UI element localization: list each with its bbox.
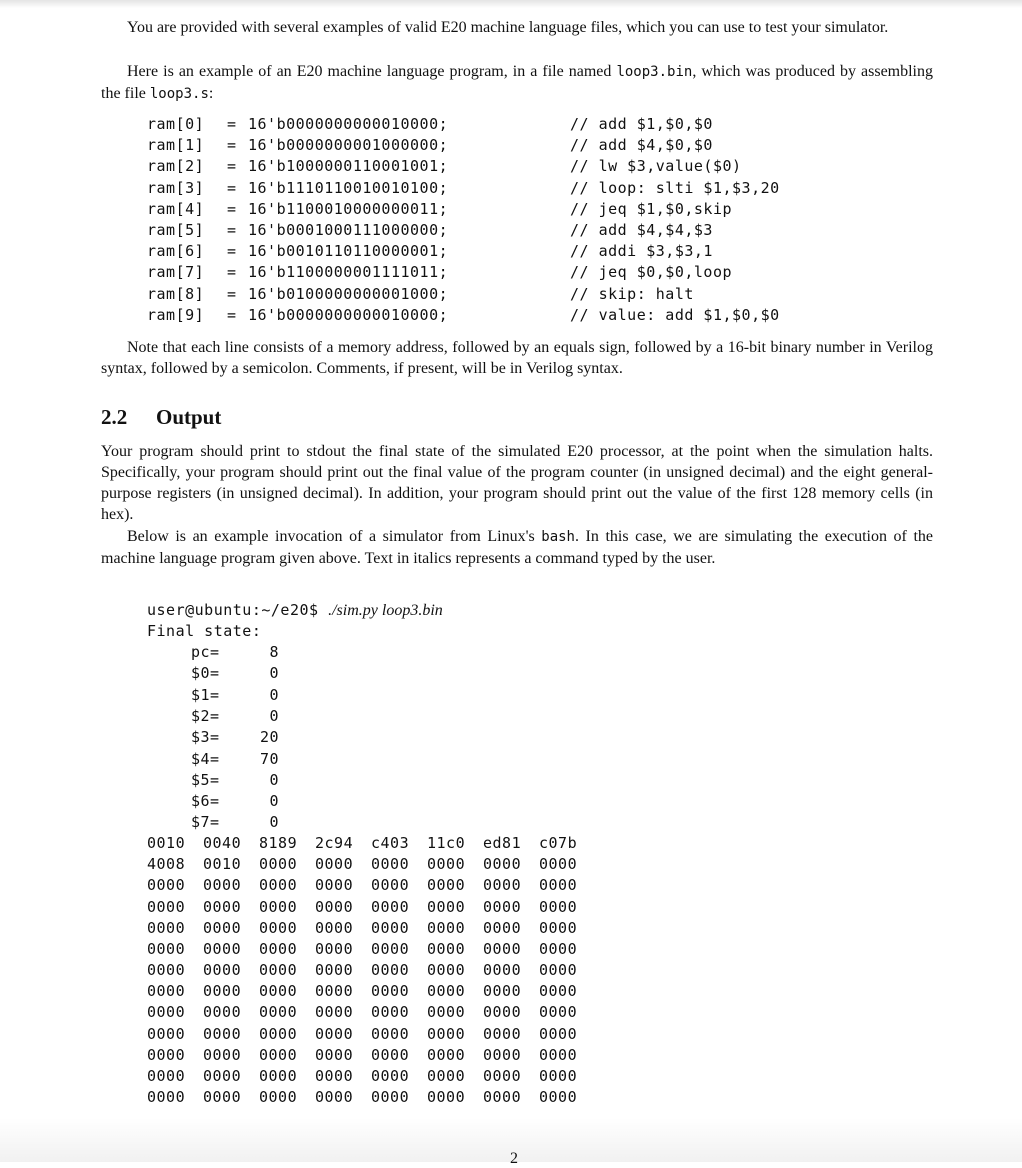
memory-cell: 0000 xyxy=(539,876,578,895)
memory-cell: 8189 xyxy=(259,834,298,852)
binary-value: 16'b0010110110000001; xyxy=(248,242,449,261)
ram-address: ram[2] xyxy=(147,157,205,176)
ram-address: ram[6] xyxy=(147,242,205,261)
binary-value: 16'b1110110010010100; xyxy=(248,178,449,197)
memory-cell: 0000 xyxy=(147,918,186,937)
memory-cell: 0000 xyxy=(427,1066,466,1085)
memory-cell: 0000 xyxy=(539,1045,578,1064)
register-name: $7= xyxy=(191,813,220,832)
register-name: $5= xyxy=(191,770,220,789)
binary-value: 16'b0100000000001000; xyxy=(248,284,449,303)
register-value: 20 xyxy=(259,728,279,747)
memory-cell: 0000 xyxy=(203,876,242,895)
register-value: 0 xyxy=(269,664,279,683)
intro-paragraph-2 xyxy=(101,61,933,105)
memory-cell: 11c0 xyxy=(427,834,466,852)
memory-cell: 0000 xyxy=(483,961,522,980)
assembly-comment: // jeq $1,$0,skip xyxy=(570,199,733,218)
memory-cell: 0000 xyxy=(371,939,410,958)
memory-cell: 2c94 xyxy=(315,834,354,852)
section-title: Output xyxy=(156,405,222,429)
assembly-comment: // loop: slti $1,$3,20 xyxy=(570,178,780,197)
memory-cell: 0000 xyxy=(259,1088,298,1107)
ram-address: ram[9] xyxy=(147,305,205,324)
intro-p2-middle: , which was produced by assembling the file xyxy=(101,63,934,102)
equals-sign: = xyxy=(227,136,237,155)
register-value: 0 xyxy=(269,706,279,725)
memory-cell: 0000 xyxy=(259,1045,298,1064)
register-name: $2= xyxy=(191,706,220,725)
memory-cell: 0000 xyxy=(259,918,298,937)
memory-cell: 0000 xyxy=(259,855,298,874)
memory-cell: 0000 xyxy=(483,1066,522,1085)
ram-address: ram[1] xyxy=(147,136,205,155)
ram-address: ram[5] xyxy=(147,221,205,239)
memory-cell: 0000 xyxy=(259,961,298,980)
assembly-comment: // jeq $0,$0,loop xyxy=(570,263,733,282)
memory-cell: 0000 xyxy=(427,1003,466,1022)
memory-cell: 0000 xyxy=(315,897,354,916)
memory-cell: 0000 xyxy=(427,1024,466,1043)
register-value: 0 xyxy=(269,813,279,832)
terminal-command: ./sim.py loop3.bin xyxy=(328,602,443,619)
assembly-comment: // skip: halt xyxy=(570,284,694,303)
memory-cell: c403 xyxy=(371,834,410,852)
memory-cell: 0000 xyxy=(483,876,522,895)
binary-value: 16'b0000000000010000; xyxy=(248,115,449,133)
equals-sign: = xyxy=(227,242,237,261)
note-paragraph: Note that each line consists of a memory address, followed by an equals sign, followed by a 16-bit binary number in Verilog syntax, followed by a semicolon. Comments, if present, will be in Verilog syntax. xyxy=(101,339,933,377)
memory-cell: 0000 xyxy=(483,1003,522,1022)
memory-cell: 0000 xyxy=(315,982,354,1001)
assembly-comment: // value: add $1,$0,$0 xyxy=(570,305,780,324)
filename-loop3-bin: loop3.bin xyxy=(616,64,693,80)
memory-cell: 0000 xyxy=(427,897,466,916)
memory-cell: 0000 xyxy=(539,961,578,980)
memory-cell: 0000 xyxy=(371,1066,410,1085)
equals-sign: = xyxy=(227,178,237,197)
memory-cell: 0000 xyxy=(427,939,466,958)
memory-cell: 0000 xyxy=(539,1088,578,1107)
memory-cell: 0000 xyxy=(259,876,298,895)
assembly-comment: // add $4,$4,$3 xyxy=(570,221,713,239)
memory-cell: 0000 xyxy=(427,961,466,980)
memory-cell: 0000 xyxy=(371,961,410,980)
memory-cell: 0000 xyxy=(147,961,186,980)
memory-cell: 0000 xyxy=(147,1066,186,1085)
memory-cell: 0000 xyxy=(371,897,410,916)
memory-cell: 0000 xyxy=(203,1003,242,1022)
memory-cell: 0000 xyxy=(315,1024,354,1043)
memory-cell: 0000 xyxy=(539,1066,578,1085)
equals-sign: = xyxy=(227,115,237,133)
ram-address: ram[8] xyxy=(147,284,205,303)
assembly-comment: // lw $3,value($0) xyxy=(570,157,742,176)
memory-cell: 0000 xyxy=(259,897,298,916)
bash-keyword: bash xyxy=(541,529,575,545)
register-name: $0= xyxy=(191,664,220,683)
intro-paragraph-1: You are provided with several examples of valid E20 machine language files, which you can use to test your simulator. xyxy=(127,19,889,36)
memory-cell: 0000 xyxy=(539,1003,578,1022)
memory-cell: 0000 xyxy=(315,876,354,895)
memory-cell: 0000 xyxy=(259,982,298,1001)
memory-cell: 0000 xyxy=(259,1024,298,1043)
page-number: 2 xyxy=(510,1150,518,1167)
memory-cell: 0000 xyxy=(371,982,410,1001)
memory-cell: 0000 xyxy=(483,897,522,916)
memory-cell: 0000 xyxy=(539,918,578,937)
assembly-comment: // add $1,$0,$0 xyxy=(570,115,713,133)
memory-cell: 0000 xyxy=(315,1088,354,1107)
memory-cell: 0000 xyxy=(203,961,242,980)
memory-cell: 0000 xyxy=(315,1066,354,1085)
binary-value: 16'b0000000000010000; xyxy=(248,305,449,324)
memory-cell: 0000 xyxy=(315,939,354,958)
memory-cell: ed81 xyxy=(483,834,522,852)
memory-cell: 0000 xyxy=(371,855,410,874)
section-number: 2.2 xyxy=(101,405,128,429)
register-value: 8 xyxy=(269,643,279,661)
memory-cell: 0000 xyxy=(427,918,466,937)
intro-p2-before: Here is an example of an E20 machine language program, in a file named xyxy=(127,63,617,80)
ram-address: ram[3] xyxy=(147,178,205,197)
memory-cell: 0000 xyxy=(483,1045,522,1064)
terminal-command-line xyxy=(147,600,443,621)
memory-cell: 0000 xyxy=(371,1045,410,1064)
register-value: 0 xyxy=(269,770,279,789)
memory-cell: 0000 xyxy=(259,939,298,958)
memory-cell: 0000 xyxy=(259,1066,298,1085)
memory-cell: 0000 xyxy=(539,1024,578,1043)
memory-cell: 0000 xyxy=(427,855,466,874)
intro-p2-after: : xyxy=(208,85,214,102)
register-name: $1= xyxy=(191,685,220,704)
memory-cell: 0000 xyxy=(203,1088,242,1107)
register-name: pc= xyxy=(191,643,220,661)
memory-cell: 0000 xyxy=(371,1003,410,1022)
binary-value: 16'b1100000001111011; xyxy=(248,263,449,282)
equals-sign: = xyxy=(227,157,237,176)
memory-cell: 0000 xyxy=(539,982,578,1001)
memory-cell: 0000 xyxy=(147,1003,186,1022)
memory-cell: 0000 xyxy=(483,1024,522,1043)
equals-sign: = xyxy=(227,221,237,239)
register-name: $3= xyxy=(191,728,220,747)
equals-sign: = xyxy=(227,199,237,218)
register-name: $6= xyxy=(191,792,220,811)
memory-cell: 0000 xyxy=(203,918,242,937)
memory-cell: 0000 xyxy=(147,982,186,1001)
output-paragraph-1: Your program should print to stdout the final state of the simulated E20 processor, at the point when the simulation halts. Specifically, your program should print out the final value of the program counter (in unsigned decimal) and the eight general-purpose registers (in unsigned decimal). In addition, your program should print out the value of the first 128 memory cells (in hex). xyxy=(101,443,933,523)
memory-cell: 0000 xyxy=(427,876,466,895)
memory-cell: 0000 xyxy=(147,939,186,958)
memory-cell: 0000 xyxy=(483,982,522,1001)
memory-cell: 0000 xyxy=(427,1045,466,1064)
memory-cell: 0000 xyxy=(315,1045,354,1064)
output-paragraph-2 xyxy=(101,526,933,569)
memory-cell: 0000 xyxy=(483,1088,522,1107)
output-p2-before: Below is an example invocation of a simulator from Linux's xyxy=(127,528,542,545)
memory-cell: 0000 xyxy=(259,1003,298,1022)
memory-cell: 0000 xyxy=(203,897,242,916)
page-top-shadow xyxy=(0,0,1022,8)
memory-cell: c07b xyxy=(539,834,578,852)
memory-cell: 0000 xyxy=(147,1045,186,1064)
memory-cell: 0000 xyxy=(147,1024,186,1043)
memory-cell: 0010 xyxy=(203,855,242,874)
memory-cell: 0000 xyxy=(427,1088,466,1107)
binary-value: 16'b1100010000000011; xyxy=(248,199,449,218)
memory-cell: 0000 xyxy=(315,855,354,874)
memory-cell: 0000 xyxy=(539,939,578,958)
memory-cell: 0000 xyxy=(371,876,410,895)
memory-cell: 0000 xyxy=(371,918,410,937)
memory-cell: 0000 xyxy=(539,855,578,874)
equals-sign: = xyxy=(227,263,237,282)
memory-cell: 4008 xyxy=(147,855,186,874)
memory-cell: 0000 xyxy=(203,939,242,958)
memory-cell: 0010 xyxy=(147,834,186,852)
memory-cell: 0000 xyxy=(315,961,354,980)
binary-value: 16'b1000000110001001; xyxy=(248,157,449,176)
register-value: 0 xyxy=(269,792,279,811)
memory-cell: 0000 xyxy=(203,1066,242,1085)
binary-value: 16'b0000000001000000; xyxy=(248,136,449,155)
equals-sign: = xyxy=(227,284,237,303)
memory-cell: 0000 xyxy=(203,982,242,1001)
memory-cell: 0040 xyxy=(203,834,242,852)
memory-cell: 0000 xyxy=(147,897,186,916)
memory-cell: 0000 xyxy=(147,1088,186,1107)
memory-cell: 0000 xyxy=(203,1045,242,1064)
section-heading xyxy=(101,404,221,430)
memory-cell: 0000 xyxy=(315,918,354,937)
memory-cell: 0000 xyxy=(483,855,522,874)
terminal-prompt: user@ubuntu:~/e20$ xyxy=(147,601,329,619)
equals-sign: = xyxy=(227,305,237,324)
memory-cell: 0000 xyxy=(371,1088,410,1107)
assembly-comment: // addi $3,$3,1 xyxy=(570,242,713,261)
memory-cell: 0000 xyxy=(147,876,186,895)
assembly-comment: // add $4,$0,$0 xyxy=(570,136,713,155)
final-state-label: Final state: xyxy=(147,622,262,640)
memory-cell: 0000 xyxy=(203,1024,242,1043)
memory-cell: 0000 xyxy=(371,1024,410,1043)
ram-address: ram[4] xyxy=(147,199,205,218)
register-value: 0 xyxy=(269,685,279,704)
memory-cell: 0000 xyxy=(483,918,522,937)
ram-address: ram[7] xyxy=(147,263,205,282)
memory-cell: 0000 xyxy=(427,982,466,1001)
ram-address: ram[0] xyxy=(147,115,205,133)
binary-value: 16'b0001000111000000; xyxy=(248,221,449,239)
memory-cell: 0000 xyxy=(483,939,522,958)
register-value: 70 xyxy=(259,749,279,768)
output-p2-after: . In this case, we are simulating the execution of the machine language program given above. Text in italics represents a command typed by the user. xyxy=(101,528,934,567)
memory-cell: 0000 xyxy=(539,897,578,916)
memory-cell: 0000 xyxy=(315,1003,354,1022)
register-name: $4= xyxy=(191,749,220,768)
filename-loop3-s: loop3.s xyxy=(149,86,209,102)
